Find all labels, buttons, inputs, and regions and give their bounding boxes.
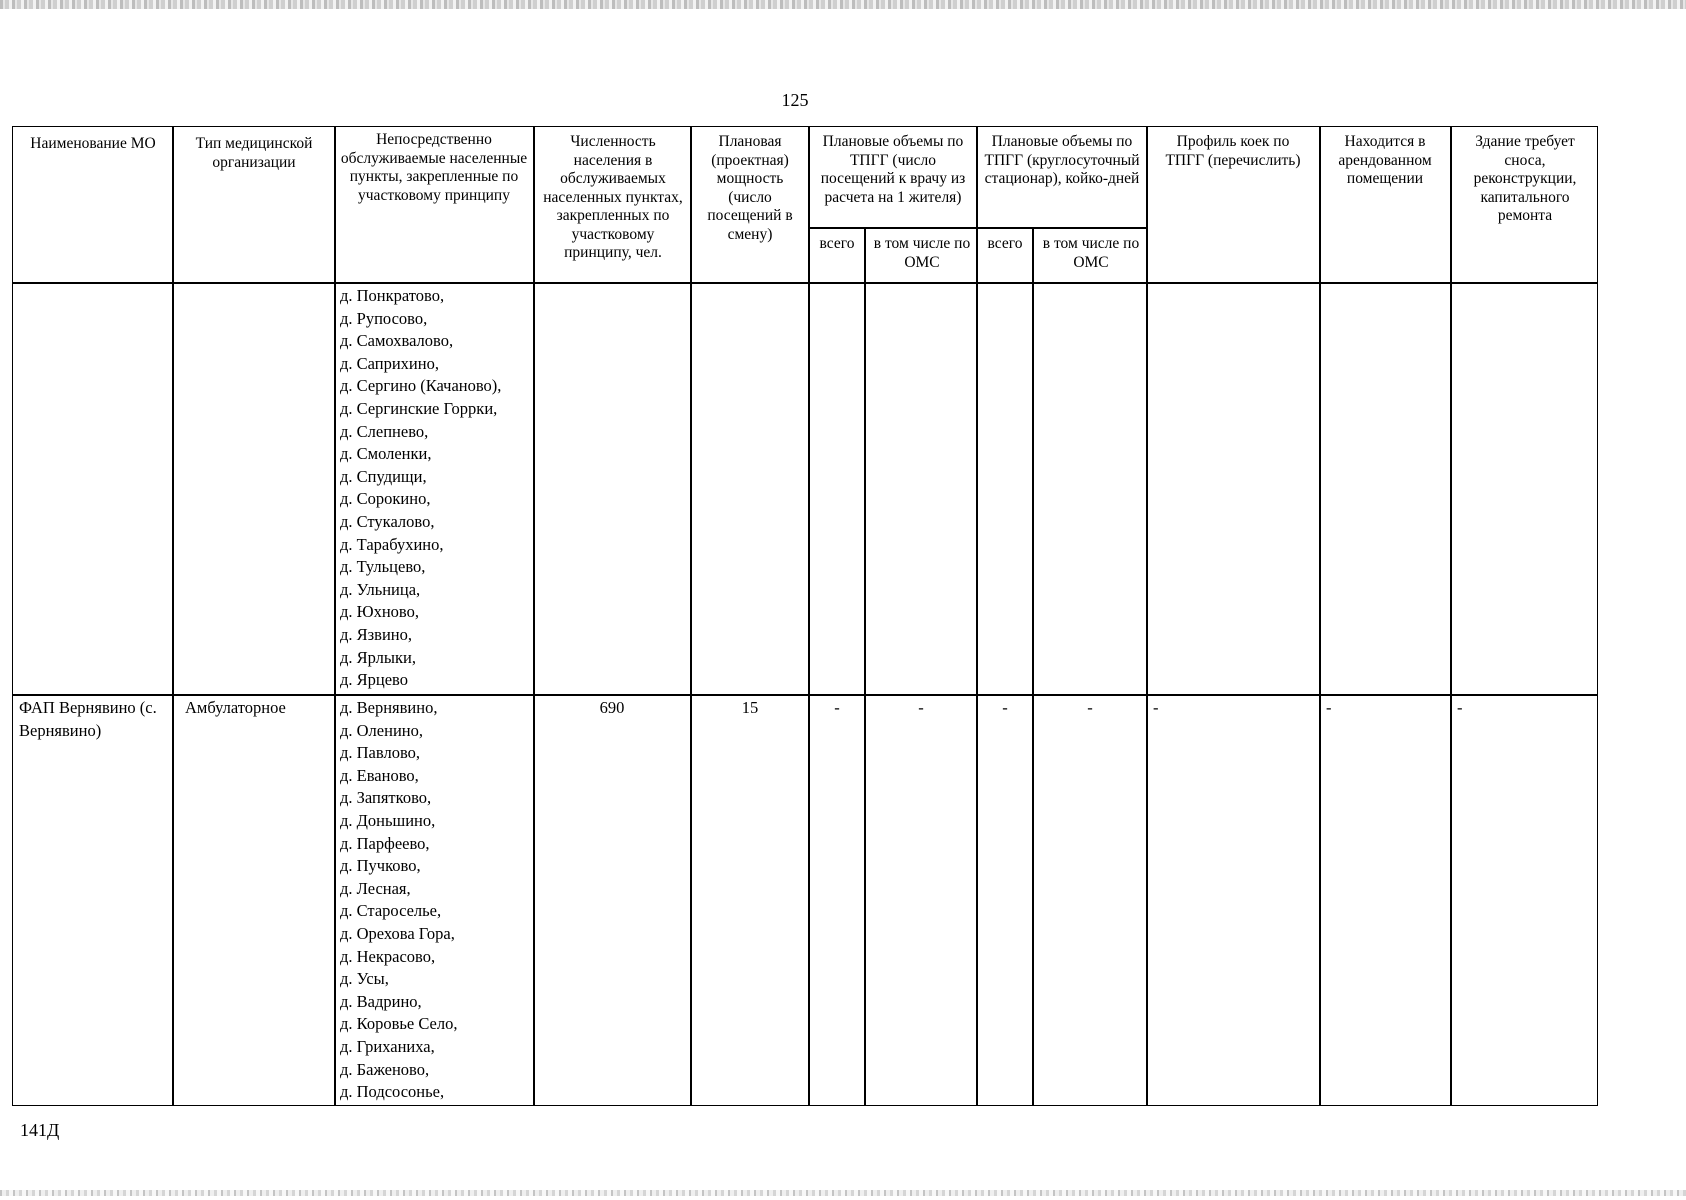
scan-edge-top <box>0 0 1686 9</box>
scan-edge-bottom <box>0 1190 1686 1196</box>
row1-settlements-list <box>340 285 532 692</box>
settlement-item: д. Усы, <box>340 969 389 989</box>
header-divider <box>13 282 1597 284</box>
header-tpgg-beds: Плановые объемы по ТПГГ (круглосуточный стационар), койко-дней <box>984 133 1140 187</box>
row2-capacity: 15 <box>741 698 759 717</box>
settlement-item: д. Тарабухино, <box>340 534 444 554</box>
header-visits-oms: в том числе по ОМС <box>873 235 971 271</box>
col-divider-1 <box>172 127 174 1105</box>
settlement-item: д. Юхново, <box>340 602 419 622</box>
row2-bed-profile: - <box>1153 698 1159 717</box>
settlement-item: д. Гриханиха, <box>340 1036 435 1056</box>
header-beds-oms: в том числе по ОМС <box>1042 235 1140 271</box>
row2-beds-oms: - <box>1087 698 1093 717</box>
settlement-item: д. Баженово, <box>340 1059 430 1079</box>
row2-demolition: - <box>1457 698 1463 717</box>
header-population: Численность населения в обслуживаемых населенных пунктах, закрепленных по участковому принципу, чел. <box>543 133 683 261</box>
settlement-item: д. Спудищи, <box>340 466 427 486</box>
settlement-item: д. Орехова Гора, <box>340 923 455 943</box>
settlement-item: д. Стукалово, <box>340 511 435 531</box>
settlement-item: д. Некрасово, <box>340 946 436 966</box>
settlement-item: д. Вадрино, <box>340 991 422 1011</box>
settlement-item: д. Пучково, <box>340 856 421 876</box>
subheader-divider-visits <box>808 227 976 229</box>
col-divider-5 <box>808 127 810 1105</box>
subheader-divider-beds <box>976 227 1146 229</box>
row2-visits-total: - <box>834 698 840 717</box>
settlement-item: д. Рупосово, <box>340 308 428 328</box>
row2-rented: - <box>1326 698 1332 717</box>
settlement-item: д. Самохвалово, <box>340 331 454 351</box>
settlement-item: д. Ярцево <box>340 670 408 690</box>
header-rented: Находится в арендованном помещении <box>1338 133 1432 187</box>
col-divider-3 <box>533 127 535 1105</box>
settlement-item: д. Вернявино, <box>340 698 438 717</box>
col-divider-8 <box>1032 227 1034 1105</box>
col-divider-2 <box>334 127 336 1105</box>
row-divider <box>13 694 1597 696</box>
settlement-item: д. Запятково, <box>340 788 432 808</box>
settlement-item: д. Тульцево, <box>340 557 426 577</box>
header-beds-total: всего <box>987 235 1023 252</box>
settlement-item: д. Сорокино, <box>340 489 431 509</box>
settlement-item: д. Павлово, <box>340 743 420 763</box>
settlement-item: д. Подсосонье, <box>340 1082 445 1102</box>
row2-settlements-list <box>340 697 532 1104</box>
row2-beds-total: - <box>1002 698 1008 717</box>
settlement-item: д. Язвино, <box>340 624 412 644</box>
settlement-item: д. Староселье, <box>340 901 442 921</box>
settlement-item: д. Коровье Село, <box>340 1014 458 1034</box>
header-org-type: Тип медицинской организации <box>195 135 313 171</box>
header-bed-profile: Профиль коек по ТПГГ (перечислить) <box>1165 133 1301 169</box>
col-divider-10 <box>1319 127 1321 1105</box>
document-code: 141Д <box>20 1120 60 1140</box>
col-divider-9 <box>1146 127 1148 1105</box>
page-number: 125 <box>781 90 809 110</box>
header-mo-name: Наименование МО <box>30 135 156 152</box>
row2-population: 690 <box>599 698 625 717</box>
settlement-item: д. Сергино (Качаново), <box>340 376 502 396</box>
settlement-item: д. Саприхино, <box>340 353 439 373</box>
row2-org-type: Амбулаторное <box>185 698 286 717</box>
col-divider-4 <box>690 127 692 1105</box>
col-divider-6 <box>864 227 866 1105</box>
settlement-item: д. Сергинские Горрки, <box>340 398 498 418</box>
col-divider-11 <box>1450 127 1452 1105</box>
header-tpgg-visits: Плановые объемы по ТПГГ (число посещений к врачу из расчета на 1 жителя) <box>820 133 966 206</box>
settlement-item: д. Доньшино, <box>340 810 436 830</box>
settlement-item: д. Смоленки, <box>340 444 432 464</box>
settlement-item: д. Слепнево, <box>340 421 429 441</box>
header-settlements: Непосредственно обслуживаемые населенные пункты, закрепленные по участковому принципу <box>340 131 528 204</box>
header-visits-total: всего <box>819 235 855 252</box>
settlement-item: д. Еваново, <box>340 765 419 785</box>
settlement-item: д. Оленино, <box>340 720 423 740</box>
register-table <box>12 126 1598 1106</box>
settlement-item: д. Парфеево, <box>340 833 430 853</box>
col-divider-7 <box>976 127 978 1105</box>
settlement-item: д. Понкратово, <box>340 286 445 305</box>
row2-mo-name: ФАП Вернявино (с. Вернявино) <box>19 698 157 740</box>
settlement-item: д. Ярлыки, <box>340 647 416 667</box>
header-demolition: Здание требует сноса, реконструкции, капитального ремонта <box>1473 133 1577 224</box>
row2-visits-oms: - <box>918 698 924 717</box>
header-capacity: Плановая (проектная) мощность (число посещений в смену) <box>707 133 793 243</box>
settlement-item: д. Лесная, <box>340 878 411 898</box>
settlement-item: д. Ульница, <box>340 579 421 599</box>
